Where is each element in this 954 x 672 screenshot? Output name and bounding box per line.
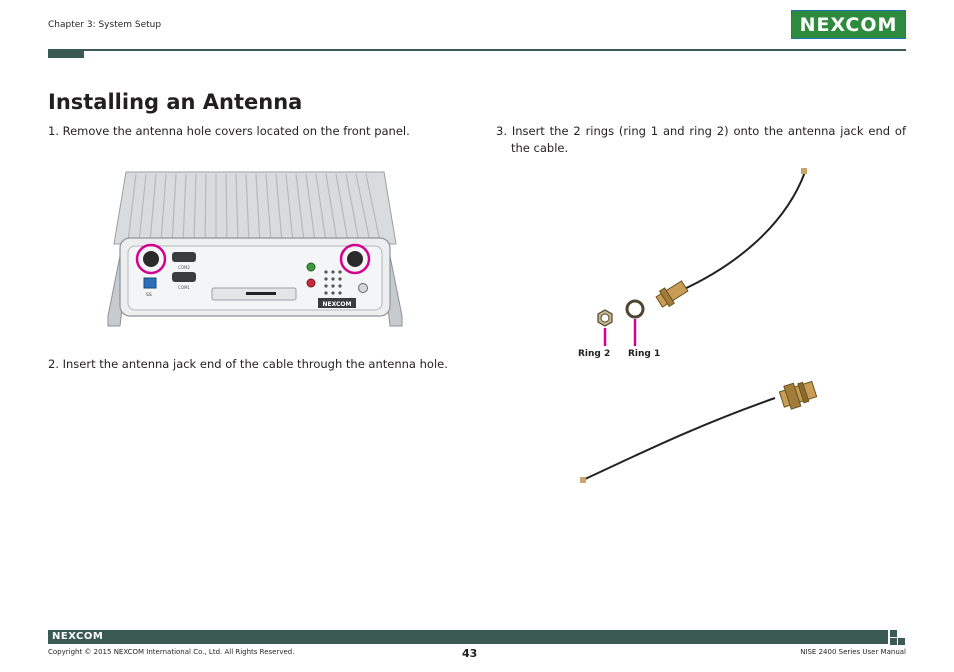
step-1-text: 1. Remove the antenna hole covers located on the front panel. [48, 124, 410, 138]
step-3-text: 3. Insert the 2 rings (ring 1 and ring 2) onto the antenna jack end of the cable. [496, 124, 906, 155]
footer-bar [48, 630, 888, 644]
manual-title: NISE 2400 Series User Manual [800, 648, 906, 656]
chapter-label: Chapter 3: System Setup [48, 20, 162, 30]
nexcom-logo [791, 10, 906, 39]
header-tab [48, 49, 84, 58]
footer-square-3 [898, 638, 905, 645]
device-front-panel-image [106, 166, 404, 328]
page-title: Installing an Antenna [48, 90, 303, 114]
logo-text: NEXCOM [799, 13, 898, 36]
step-2-text: 2. Insert the antenna jack end of the cable through the antenna hole. [48, 357, 448, 371]
footer-logo: NEXCOM [52, 631, 104, 642]
page-number: 43 [462, 647, 478, 660]
usb-label: SS [146, 293, 152, 298]
device-brand: NEXCOM [322, 301, 352, 308]
cable-with-rings-image [585, 166, 815, 346]
footer-square-2 [890, 638, 897, 645]
cable-inserted-image [575, 376, 825, 488]
footer-square-1 [890, 630, 897, 637]
copyright-text: Copyright © 2015 NEXCOM International Co., Ltd. All Rights Reserved. [48, 648, 295, 656]
com2-label: COM2 [178, 265, 190, 270]
header-rule [48, 49, 906, 51]
ring-2-label: Ring 2 [578, 349, 611, 359]
com1-label: COM1 [178, 285, 190, 290]
ring-1-label: Ring 1 [628, 349, 661, 359]
